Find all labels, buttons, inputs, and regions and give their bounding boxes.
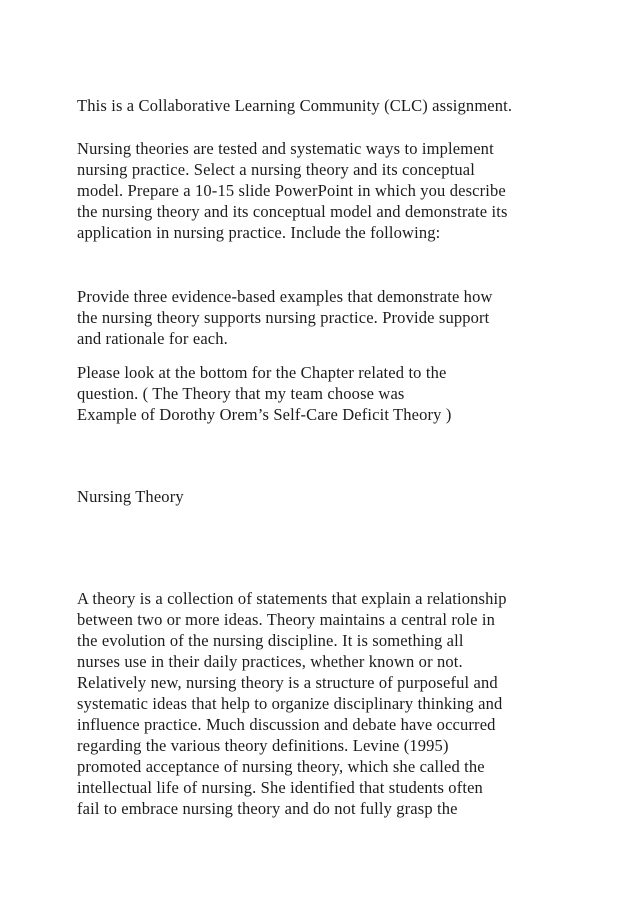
paragraph-2-line: and rationale for each.: [77, 329, 228, 348]
paragraph-1-line: nursing practice. Select a nursing theory and its conceptual: [77, 160, 475, 179]
paragraph-1-line: the nursing theory and its conceptual model and demonstrate its: [77, 202, 508, 221]
paragraph-4-line: intellectual life of nursing. She identified that students often: [77, 778, 483, 797]
paragraph-4-line: fail to embrace nursing theory and do not fully grasp the: [77, 799, 458, 818]
paragraph-4-line: influence practice. Much discussion and debate have occurred: [77, 715, 496, 734]
paragraph-1-line: model. Prepare a 10-15 slide PowerPoint in which you describe: [77, 181, 506, 200]
paragraph-1-line: Nursing theories are tested and systematic ways to implement: [77, 139, 494, 158]
paragraph-4-line: systematic ideas that help to organize disciplinary thinking and: [77, 694, 503, 713]
paragraph-4-line: the evolution of the nursing discipline. It is something all: [77, 631, 464, 650]
paragraph-4-line: A theory is a collection of statements that explain a relationship: [77, 589, 507, 608]
section-heading: Nursing Theory: [77, 487, 184, 506]
paragraph-3-line: question. ( The Theory that my team choose was: [77, 384, 405, 403]
paragraph-4-line: nurses use in their daily practices, whether known or not.: [77, 652, 463, 671]
paragraph-2-line: the nursing theory supports nursing practice. Provide support: [77, 308, 490, 327]
paragraph-4-line: Relatively new, nursing theory is a structure of purposeful and: [77, 673, 498, 692]
paragraph-4-line: promoted acceptance of nursing theory, which she called the: [77, 757, 485, 776]
paragraph-3-line: Please look at the bottom for the Chapter related to the: [77, 363, 447, 382]
paragraph-3-line: Example of Dorothy Orem’s Self-Care Deficit Theory ): [77, 405, 452, 424]
paragraph-2-line: Provide three evidence-based examples that demonstrate how: [77, 287, 493, 306]
intro-line: This is a Collaborative Learning Community (CLC) assignment.: [77, 96, 513, 115]
paragraph-4-line: between two or more ideas. Theory maintains a central role in: [77, 610, 495, 629]
paragraph-1-line: application in nursing practice. Include the following:: [77, 223, 441, 242]
paragraph-4-line: regarding the various theory definitions. Levine (1995): [77, 736, 449, 755]
